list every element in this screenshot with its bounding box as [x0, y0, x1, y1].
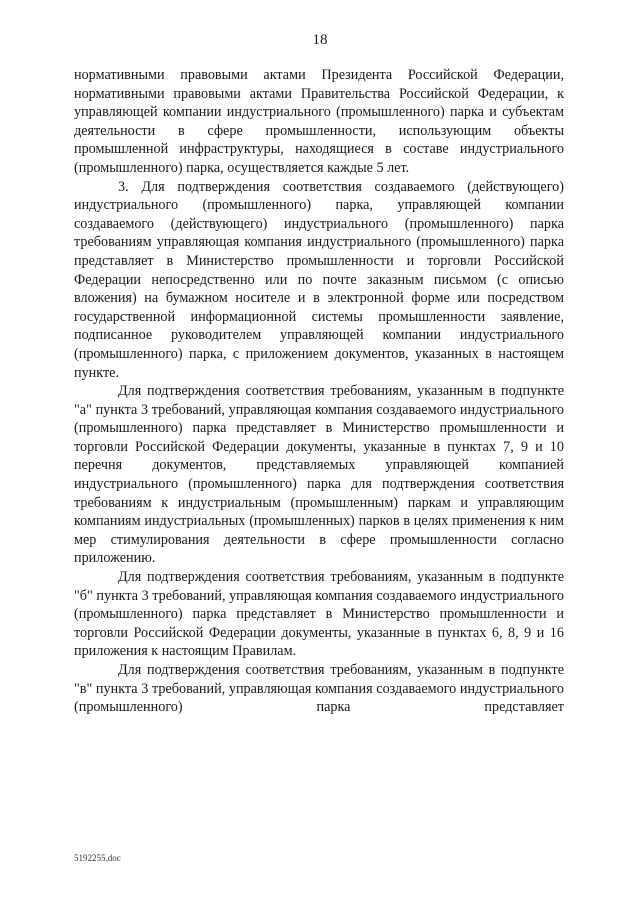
- page-number: 18: [312, 32, 328, 48]
- paragraph-subpoint-v: Для подтверждения соответствия требованиям, указанным в подпункте "в" пункта 3 требований, управляющая компания создаваемого индустриального (промышленного) парка представляет: [74, 662, 564, 716]
- paragraph-subpoint-a: Для подтверждения соответствия требованиям, указанным в подпункте "а" пункта 3 требований, управляющая компания создаваемого индустриального (промышленного) парка представляет в Министерство промышленности и торговли Российской Федерации документы, указанные в пунктах 7, 9 и 10 перечня документов, представляемых управляющей компанией индустриального (промышленного) парка для подтверждения соответствия требованиям к индустриальным (промышленным) паркам и управляющим компаниям индустриальных (промышленных) парков в целях применения к ним мер стимулирования деятельности в сфере промышленности согласно приложению.: [74, 383, 564, 567]
- paragraph-subpoint-b: Для подтверждения соответствия требованиям, указанным в подпункте "б" пункта 3 требований, управляющая компания создаваемого индустриального (промышленного) парка представляет в Министерство промышленности и торговли Российской Федерации документы, указанные в пунктах 6, 8, 9 и 16 приложения к настоящим Правилам.: [74, 569, 564, 660]
- document-file-code: 5192255.doc: [74, 853, 121, 863]
- document-body: [74, 66, 564, 717]
- paragraph-point-3: 3. Для подтверждения соответствия создаваемого (действующего) индустриального (промышленного) парка, управляющей компании создаваемого (действующего) индустриального (промышленного) парка требованиям управляющая компания индустриального (промышленного) парка представляет в Министерство промышленности и торговли Российской Федерации непосредственно или по почте заказным письмом (с описью вложения) на бумажном носителе и в электронной форме или посредством государственной информационной системы промышленности заявление, подписанное руководителем управляющей компании индустриального (промышленного) парка, с приложением документов, указанных в настоящем пункте.: [74, 178, 564, 381]
- paragraph-continuation: нормативными правовыми актами Президента Российской Федерации, нормативными правовыми актами Правительства Российской Федерации, к управляющей компании индустриального (промышленного) парка и субъектам деятельности в сфере промышленности, использующим объекты промышленной инфраструктуры, находящиеся в составе индустриального (промышленного) парка, осуществляется каждые 5 лет.: [74, 67, 564, 176]
